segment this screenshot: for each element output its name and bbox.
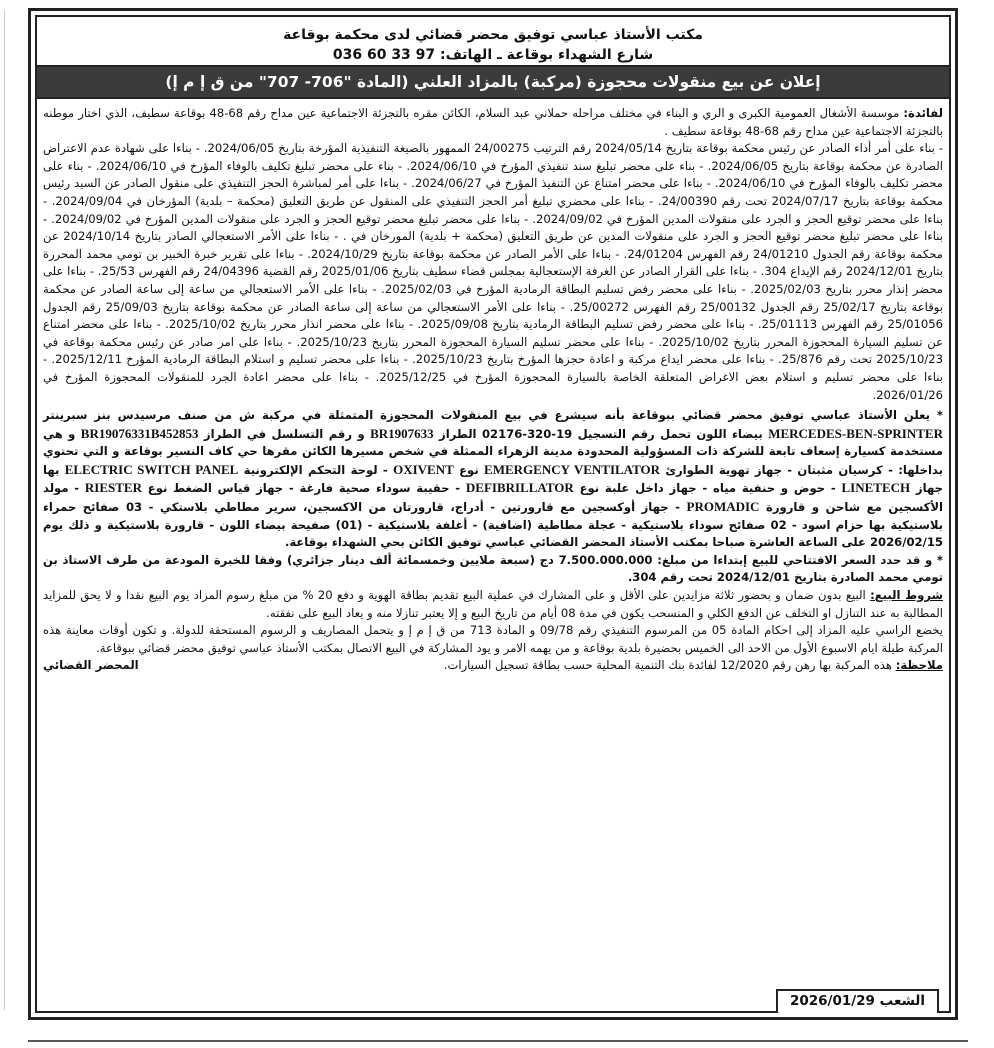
promadic-name: PROMADIC: [686, 499, 760, 515]
announcement-paragraph: * يعلن الأستاذ عباسي توفيق محضر قضائي ببوقاعة بأنه سيشرع في بيع المنقولات المحجوزة المتمثلة في مركبة ش من صنف مرسيدس بنز سبرينتر MERCEDES-BEN-SPRINTER بيضاء اللون تحمل رقم التسجيل 19-320-02176 الطراز BR1907633 و رقم التسلسل في الطراز BR19076331B452853 و هي مستخدمة كسيارة إسعاف تابعة للشركة ذات المسؤولية المحدودة مدينة الزهراء الممثلة في شخص مسيرها الكائن مقرها حي كاف النسير بوقاعة و التي تحتوي بداخلها: - كرسيان مثبتان - جهاز تهوية الطوارئ EMERGENCY VENTILATOR نوع OXIVENT - لوحة التحكم الإلكترونية ELECTRIC SWITCH PANEL بها جهاز LINETECH - حوض و حنفية مياه - جهاز داخل علبة نوع DEFIBRILLATOR - حقيبة سوداء صحية فارغة - جهاز قياس الضغط نوع RIESTER - مولد الأكسجين مع شاحن و قارورة PROMADIC - جهاز أوكسجين مع قارورتين - أدراج، قارورتان من الاكسجين، سرير مطاطي بلاستكي - 03 صفائح حمراء بلاستيكية بها حزام اسود - 02 صفائح سوداء بلاستيكية - عجلة مطاطية (اضافية) - أغلفة بلاستيكية - (01) صفيحة بيضاء اللون - قارورة بلاستيكية و ذلك يوم 2026/02/15 على الساعة العاشرة صباحا بمكتب الأستاذ المحضر القضائي عباسي توفيق الكائن بحي الشهداء بوقاعة.: [43, 408, 944, 550]
riester-name: RIESTER: [84, 480, 142, 496]
signature: المحضر القضائي: [43, 658, 139, 673]
beneficiary-label: لفائدة:: [903, 106, 943, 120]
notice-title: إعلان عن بيع منقولات محجوزة (مركبة) بالمزاد العلني (المادة "706- 707" من ق إ م إ): [37, 67, 949, 99]
legal-paragraph: يخضع الراسي عليه المزاد إلى احكام المادة 05 من المرسوم التنفيذي رقم 09/78 و المادة 713 من ق إ م إ و يتحمل المصاريف و الرسوم المستحقة للدولة. و تكون أوقات معاينة هذه المركبة طيلة ايام الاسبوع الأول من الاحد الى الخميس بحضيرة بلدية بوقاعة و من يهمه الامر و يود المشاركة في البيع الاتصال بمكتب الأستاذ عباسي توفيق محضر قضائي ببوقاعة.: [43, 623, 943, 655]
notice-body: [37, 99, 949, 675]
notice-frame: [28, 8, 958, 1020]
note-text: هذه المركبة بها رهن رقم 12/2020 لفائدة بنك التنمية المحلية حسب بطاقة تسجيل السيارات.: [443, 658, 896, 673]
ventilator-name: EMERGENCY VENTILATOR: [484, 461, 661, 477]
procedure-paragraph: - بناء على أمر أداء الصادر عن رئيس محكمة بوقاعة بتاريخ 2024/05/14 رقم الترتيب 24/00275 الممهور بالصيغة التنفيذية المؤرخة بتاريخ 2024/06/05. - بناءا على شهادة عدم الاعتراض الصادرة عن محكمة بوقاعة بتاريخ 2024/06/05. - بناء على محضر تبليغ سند تنفيذي المؤرخ في 2024/06/10. - بناء على محضر تبليغ تكليف بالوفاء المؤرخ في 2024/06/10. - بناء على محضر تكليف بالوفاء المؤرخ في 2024/06/10. - بناءا على محضر امتناع عن التنفيذ المؤرخ في 2024/06/27. - بناءا على أمر لمباشرة الحجز التنفيذي على منقول الصادر عن السيد رئيس محكمة بوقاعة بتاريخ 2024/07/17 تحت رقم 24/00390. - بناءا على محضري تبليغ أمر الحجز التنفيذي على المنقول عن طريق التعليق (محكمة – بلدية) المؤرخان في 2024/09/04. - بناءا على محضر توقيع الحجز و الجرد على منقولات المدين المؤرخ في 2024/09/02. - بناءا على محضر تبليغ محضر توقيع الحجز و الجرد على منقولات المدين المؤرخ في 2024/09/02. - بناءا على محضر تبليغ محضر توقيع الحجز و الجرد على منقولات المدين عن طريق التعليق (محكمة + بلدية) المورخان في . - بناءا على الأمر الاستعجالي الصادر بتاريخ 2024/10/14 عن محكمة بوقاعة رقم الجدول 24/01210 رقم الفهرس 24/01204. - بناءا على الأمر الصادر عن محكمة بوقاعة بتاريخ 2024/10/29. - بناءا على تقرير خبرة الخبير بن تومي محمد المحررة بتاريخ 2024/12/01 رقم الإيداع 304. - بناءا على القرار الصادر عن الغرفة الإستعجالية بمجلس قضاء سطيف بتاريخ 2025/01/06 رقم القضية 24/04396 رقم الفهرس 25/53. - بناءا على محضر إنذار محرر بتاريخ 2025/02/03. - بناءا على محضر رفض تسليم البطاقة الرمادية المؤرخ في 2025/02/03. - بناءا على الأمر الاستعجالي من ساعة إلى ساعة الصادر عن محكمة بوقاعة بتاريخ 25/02/17 رقم الجدول 25/00132 رقم الفهرس 25/00272. - بناءا على الأمر الاستعجالي من ساعة إلى ساعة الصادر عن محكمة بوقاعة بتاريخ 25/09/03 رقم الجدول 25/01056 رقم الفهرس 25/01113. - بناءا على محضر رفض تسليم البطاقة الرمادية بتاريخ 2025/09/08. - بناءا على محضر انذار محرر بتاريخ 2025/10/02. - بناءا على محضر امتناع عن تسليم السيارة المحجوزة المحرر بتاريخ 2025/10/02. - بناءا على محضر تسليم السيارة المحجوزة المحرر بتاريخ 2025/10/23. - بناءا على امر صادر عن رئيس محكمة بوقاعة في 2025/10/23 تحت رقم 25/876. - بناءا على محضر ايداع مركبة و اعادة حجزها المؤرخ بتاريخ 2025/10/23. - بناءا على محضر تسليم و استلام البطاقة الرمادية المؤرخ 2025/12/11. - بناءا على محضر تسليم و استلام بعض الاغراض المتعلقة الخاصة بالسيارة المحجوزة المؤرخ في 2025/12/25. - بناءا على محضر اعادة الجرد للمنقولات المحجوزة المؤرخ في 2026/01/26.: [43, 141, 944, 402]
notice-inner-frame: [35, 15, 951, 1013]
note-row: [43, 657, 943, 675]
note-label: ملاحظة:: [895, 658, 943, 673]
beneficiary-paragraph: [43, 105, 943, 140]
defibrillator-name: DEFIBRILLATOR: [465, 480, 574, 496]
oxivent-name: OXIVENT: [393, 461, 454, 477]
conditions-text: البيع بدون ضمان و بحضور ثلاثة مزايدين على الأقل و على المشارك في عملية البيع تقديم بطاقة الهوية و دفع 20 % من مبلغ رسوم المزاد يوم البيع نقدا و لا يحق للمزايد المطالبة به عند التنازل او التخلف عن الدفع الكلي و المنسحب يكون في مدة 08 أيام من تاريخ البيع و إلا يعتبر تنازلا منه و يعاد البيع على نفقته.: [43, 588, 943, 620]
office-name: مكتب الأستاذ عباسي توفيق محضر قضائي لدى محكمة بوقاعة: [283, 27, 703, 43]
scan-edge-line: [4, 10, 5, 1010]
linetech-name: LINETECH: [841, 480, 911, 496]
price-paragraph: * و قد حدد السعر الافتتاحي للبيع إبتداءا من مبلغ: 7.500.000.000 دج (سبعة ملايين وخمسمائة ألف دينار جزائري) وفقا للخبرة المودعة من طرف الاستاذ بن تومي محمد الصادرة بتاريخ 2024/12/01 تحت رقم 304.: [43, 552, 943, 585]
serial-number: BR19076331B452853: [80, 425, 199, 441]
note-paragraph: [444, 657, 943, 675]
vehicle-model: MERCEDES-BEN-SPRINTER: [768, 425, 943, 441]
beneficiary-text: موسسة الأشغال العمومية الكبرى و الري و البناء في مختلف مراحله حملاني عبد السلام، الكائن مقره بالتجزئة الاجتماعية عين مداح رقم 68-48 بوقاعة سطيف، الذي اختار موطنه بالتجزئة الاجتماعية عين مداح رقم 68-48 بوقاعة سطيف .: [43, 106, 943, 138]
model-code: BR1907633: [370, 425, 434, 441]
conditions-paragraph: [43, 587, 943, 622]
page-bottom-rule: [28, 1040, 968, 1042]
publication-date: الشعب 2026/01/29: [776, 989, 939, 1013]
switch-panel-name: ELECTRIC SWITCH PANEL: [64, 461, 239, 477]
conditions-label: شروط البيع:: [870, 588, 943, 603]
notice-header: [37, 17, 949, 67]
office-address: شارع الشهداء بوقاعة ـ الهاتف: 97 33 60 036: [332, 47, 654, 63]
